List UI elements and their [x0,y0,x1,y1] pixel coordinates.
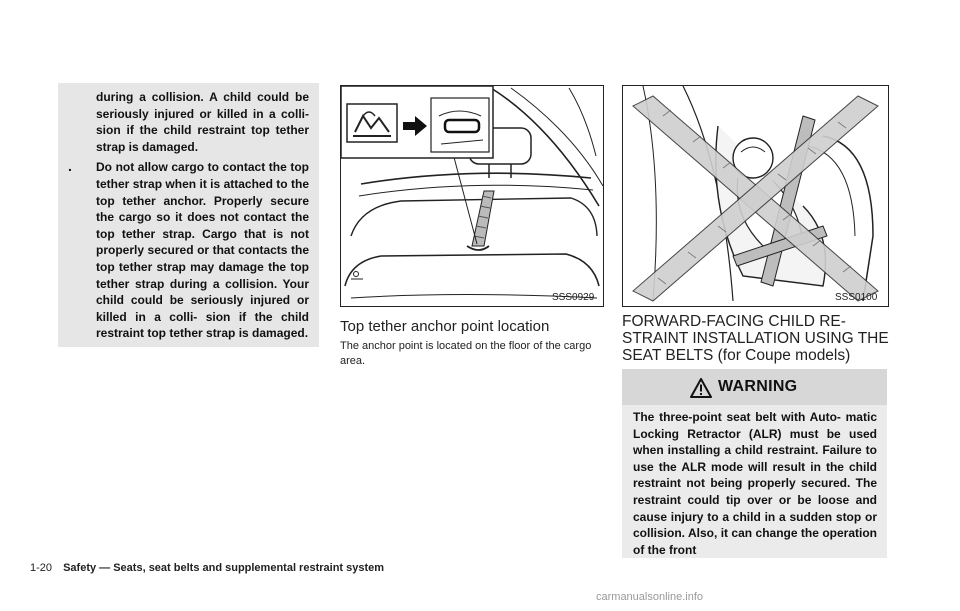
warning-text: The three-point seat belt with Auto- matic Locking Retractor (ALR) must be used when installing a child restraint. Failure to use the ALR mode will result in the child restraint not being properly secured. The restraint could tip over or be loose and cause injury to a child in a sudden stop or collision. Also, it can change the operation of the front [633,410,877,557]
warning-continuation-text: during a collision. A child could be seriously injured or killed in a colli- sion if the child restraint top tether strap is damaged. [96,90,309,154]
figure-cargo-anchor [340,85,604,307]
warning-body [622,405,887,558]
section-body: The anchor point is located on the floor of the cargo area. [340,340,592,367]
bullet-text: Do not allow cargo to contact the top tether strap when it is attached to the top tether anchor. Properly secure the cargo so it does not contact the top tether strap. Cargo that is not properly secured or that contacts the top tether strap may damage the top tether strap during a collision. Your child could be seriously injured or killed in a colli- sion if the child restraint top tether strap is damaged. [96,160,309,341]
figure-child-restraint-prohibited [622,85,889,307]
figure-code: SSS0100 [835,292,878,303]
child-restraint-illustration [623,86,888,306]
page-footer [30,562,384,574]
section-title: Safety — Seats, seat belts and supplemental restraint system [63,562,385,574]
section-heading: FORWARD-FACING CHILD RE- STRAINT INSTALLATION USING THE SEAT BELTS (for Coupe models) [622,313,889,364]
section-heading: Top tether anchor point location [340,318,550,335]
watermark: carmanualsonline.info [596,591,704,603]
warning-triangle-icon [690,378,712,398]
cargo-anchor-illustration [341,86,603,306]
page-number: 1-20 [30,562,53,574]
warning-title: WARNING [718,378,798,395]
bullet-item [68,159,309,342]
warning-continuation-panel [58,83,319,347]
warning-header [622,369,887,405]
figure-code: SSS0929 [552,292,595,303]
bullet-symbol: . [68,158,72,175]
